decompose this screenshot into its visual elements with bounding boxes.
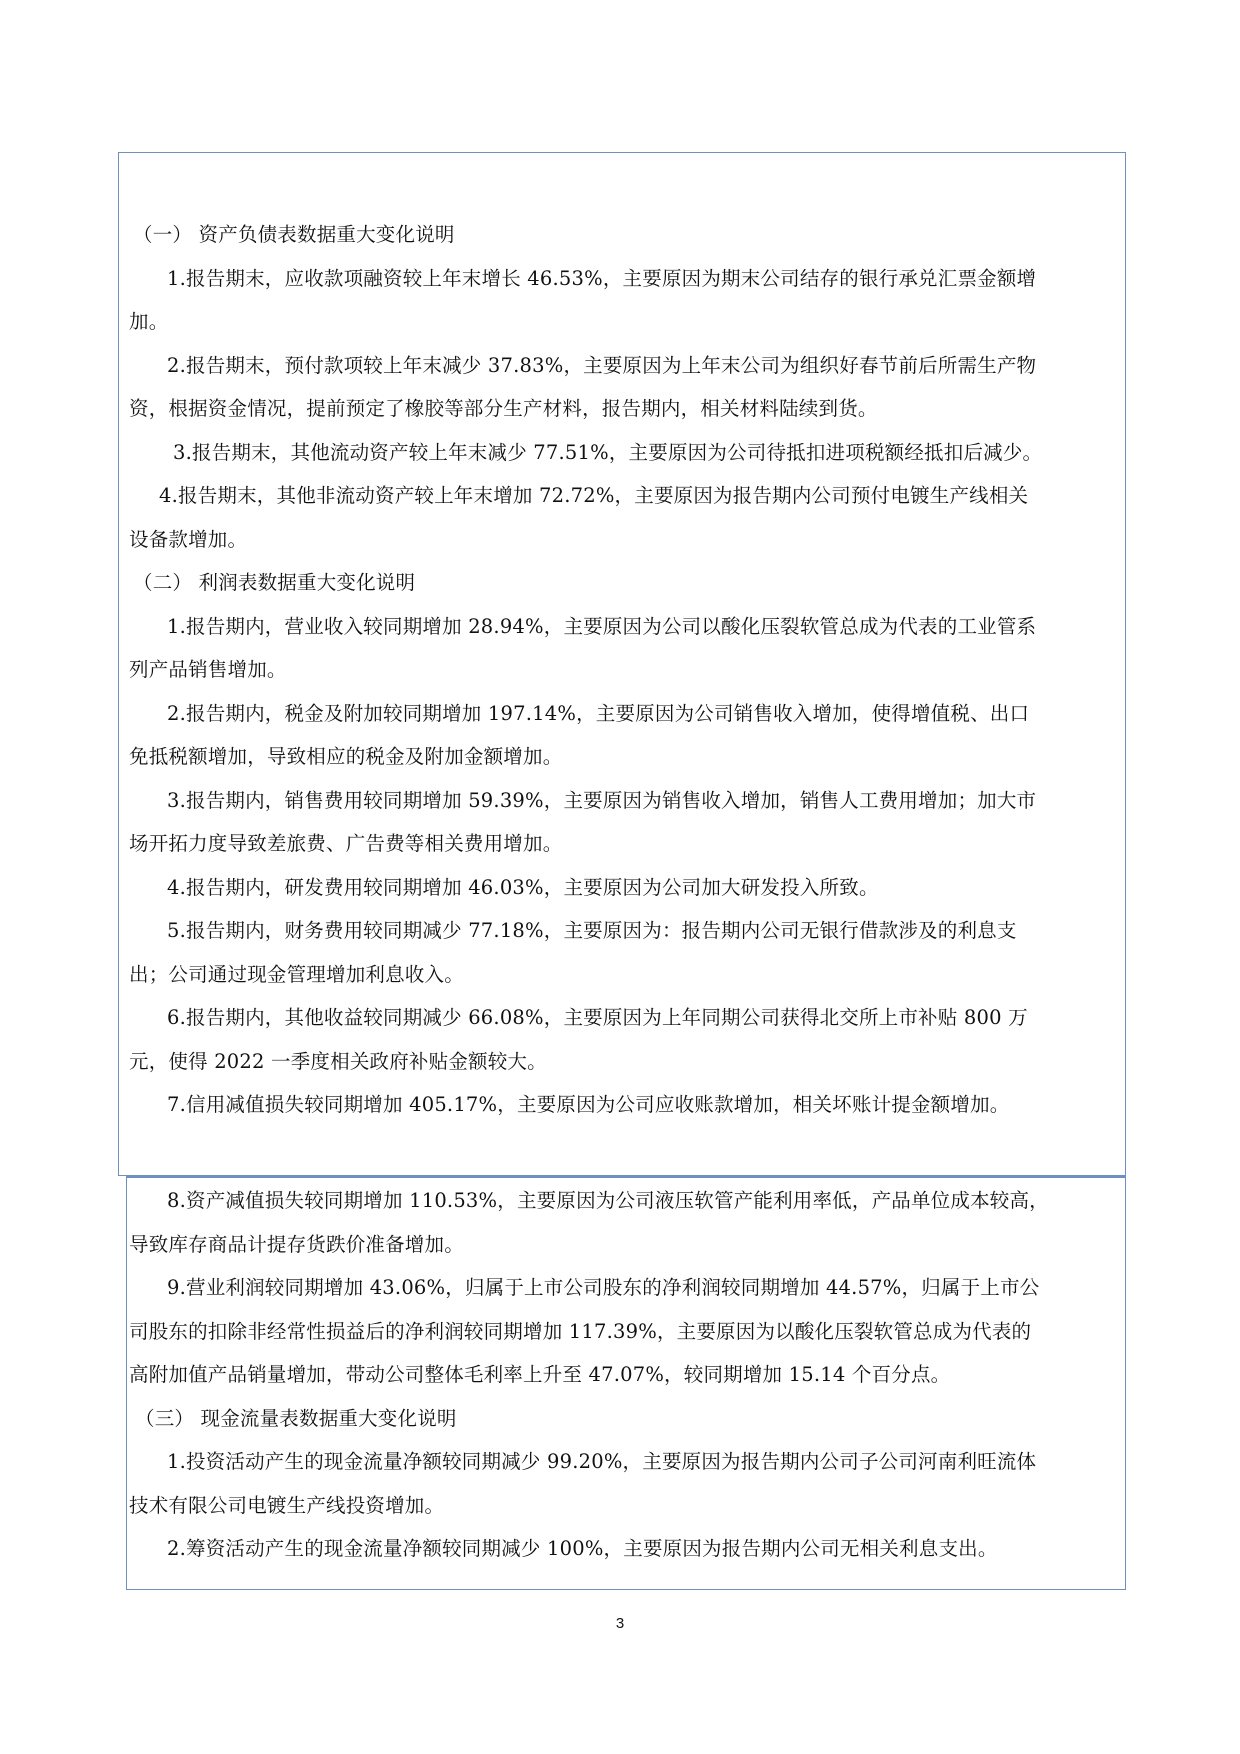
paragraph-continuation: 出；公司通过现金管理增加利息收入。	[129, 962, 464, 986]
content-frame-bottom	[126, 1176, 1126, 1590]
paragraph-line: 2.报告期末，预付款项较上年末减少 37.83%，主要原因为上年末公司为组织好春节前后所需生产物	[167, 353, 1037, 377]
paragraph-line: 5.报告期内，财务费用较同期减少 77.18%，主要原因为：报告期内公司无银行借款涉及的利息支	[167, 919, 1017, 942]
paragraph-continuation: 资，根据资金情况，提前预定了橡胶等部分生产材料，报告期内，相关材料陆续到货。	[129, 397, 878, 420]
paragraph-continuation: 场开拓力度导致差旅费、广告费等相关费用增加。	[129, 832, 563, 855]
section-heading: （二） 利润表数据重大变化说明	[133, 571, 416, 594]
paragraph-line: 9.营业利润较同期增加 43.06%，归属于上市公司股东的净利润较同期增加 44.57%，归属于上市公	[167, 1276, 1040, 1299]
section-heading: （一） 资产负债表数据重大变化说明	[133, 223, 455, 246]
paragraph-line: 1.投资活动产生的现金流量净额较同期减少 99.20%，主要原因为报告期内公司子公司河南利旺流体	[167, 1450, 1037, 1473]
paragraph-continuation: 免抵税额增加，导致相应的税金及附加金额增加。	[129, 745, 563, 768]
paragraph-line: 4.报告期内，研发费用较同期增加 46.03%，主要原因为公司加大研发投入所致。	[167, 875, 879, 899]
paragraph-continuation: 列产品销售增加。	[129, 658, 287, 681]
paragraph-line: 2.筹资活动产生的现金流量净额较同期减少 100%，主要原因为报告期内公司无相关利息支出。	[167, 1537, 998, 1560]
paragraph-continuation: 加。	[129, 310, 169, 333]
paragraph-line: 1.报告期末，应收款项融资较上年末增长 46.53%，主要原因为期末公司结存的银行承兑汇票金额增	[167, 266, 1037, 290]
page-number: 3	[615, 1615, 625, 1632]
paragraph-line: 8.资产减值损失较同期增加 110.53%，主要原因为公司液压软管产能利用率低，产品单位成本较高，	[167, 1189, 1049, 1212]
paragraph-continuation: 司股东的扣除非经常性损益后的净利润较同期增加 117.39%，主要原因为以酸化压裂软管总成为代表的	[129, 1319, 1032, 1343]
paragraph-line: 3.报告期内，销售费用较同期增加 59.39%，主要原因为销售收入增加，销售人工费用增加；加大市	[167, 788, 1037, 812]
paragraph-line: 6.报告期内，其他收益较同期减少 66.08%，主要原因为上年同期公司获得北交所上市补贴 800 万	[167, 1006, 1028, 1029]
section-heading: （三） 现金流量表数据重大变化说明	[135, 1406, 457, 1430]
content-frame-top	[118, 152, 1126, 1176]
paragraph-line: 4.报告期末，其他非流动资产较上年末增加 72.72%，主要原因为报告期内公司预付电镀生产线相关	[159, 484, 1029, 507]
paragraph-continuation: 导致库存商品计提存货跌价准备增加。	[129, 1232, 464, 1256]
paragraph-line: 3.报告期末，其他流动资产较上年末减少 77.51%，主要原因为公司待抵扣进项税额经抵扣后减少。	[173, 440, 1043, 464]
paragraph-continuation: 高附加值产品销量增加，带动公司整体毛利率上升至 47.07%，较同期增加 15.14 个百分点。	[129, 1363, 951, 1386]
paragraph-line: 2.报告期内，税金及附加较同期增加 197.14%，主要原因为公司销售收入增加，使得增值税、出口	[167, 701, 1030, 725]
paragraph-line: 7.信用减值损失较同期增加 405.17%，主要原因为公司应收账款增加，相关坏账计提金额增加。	[167, 1093, 1010, 1116]
paragraph-line: 1.报告期内，营业收入较同期增加 28.94%，主要原因为公司以酸化压裂软管总成为代表的工业管系	[167, 614, 1037, 638]
paragraph-continuation: 设备款增加。	[129, 527, 248, 551]
paragraph-continuation: 元，使得 2022 一季度相关政府补贴金额较大。	[129, 1049, 547, 1073]
paragraph-continuation: 技术有限公司电镀生产线投资增加。	[129, 1493, 445, 1517]
